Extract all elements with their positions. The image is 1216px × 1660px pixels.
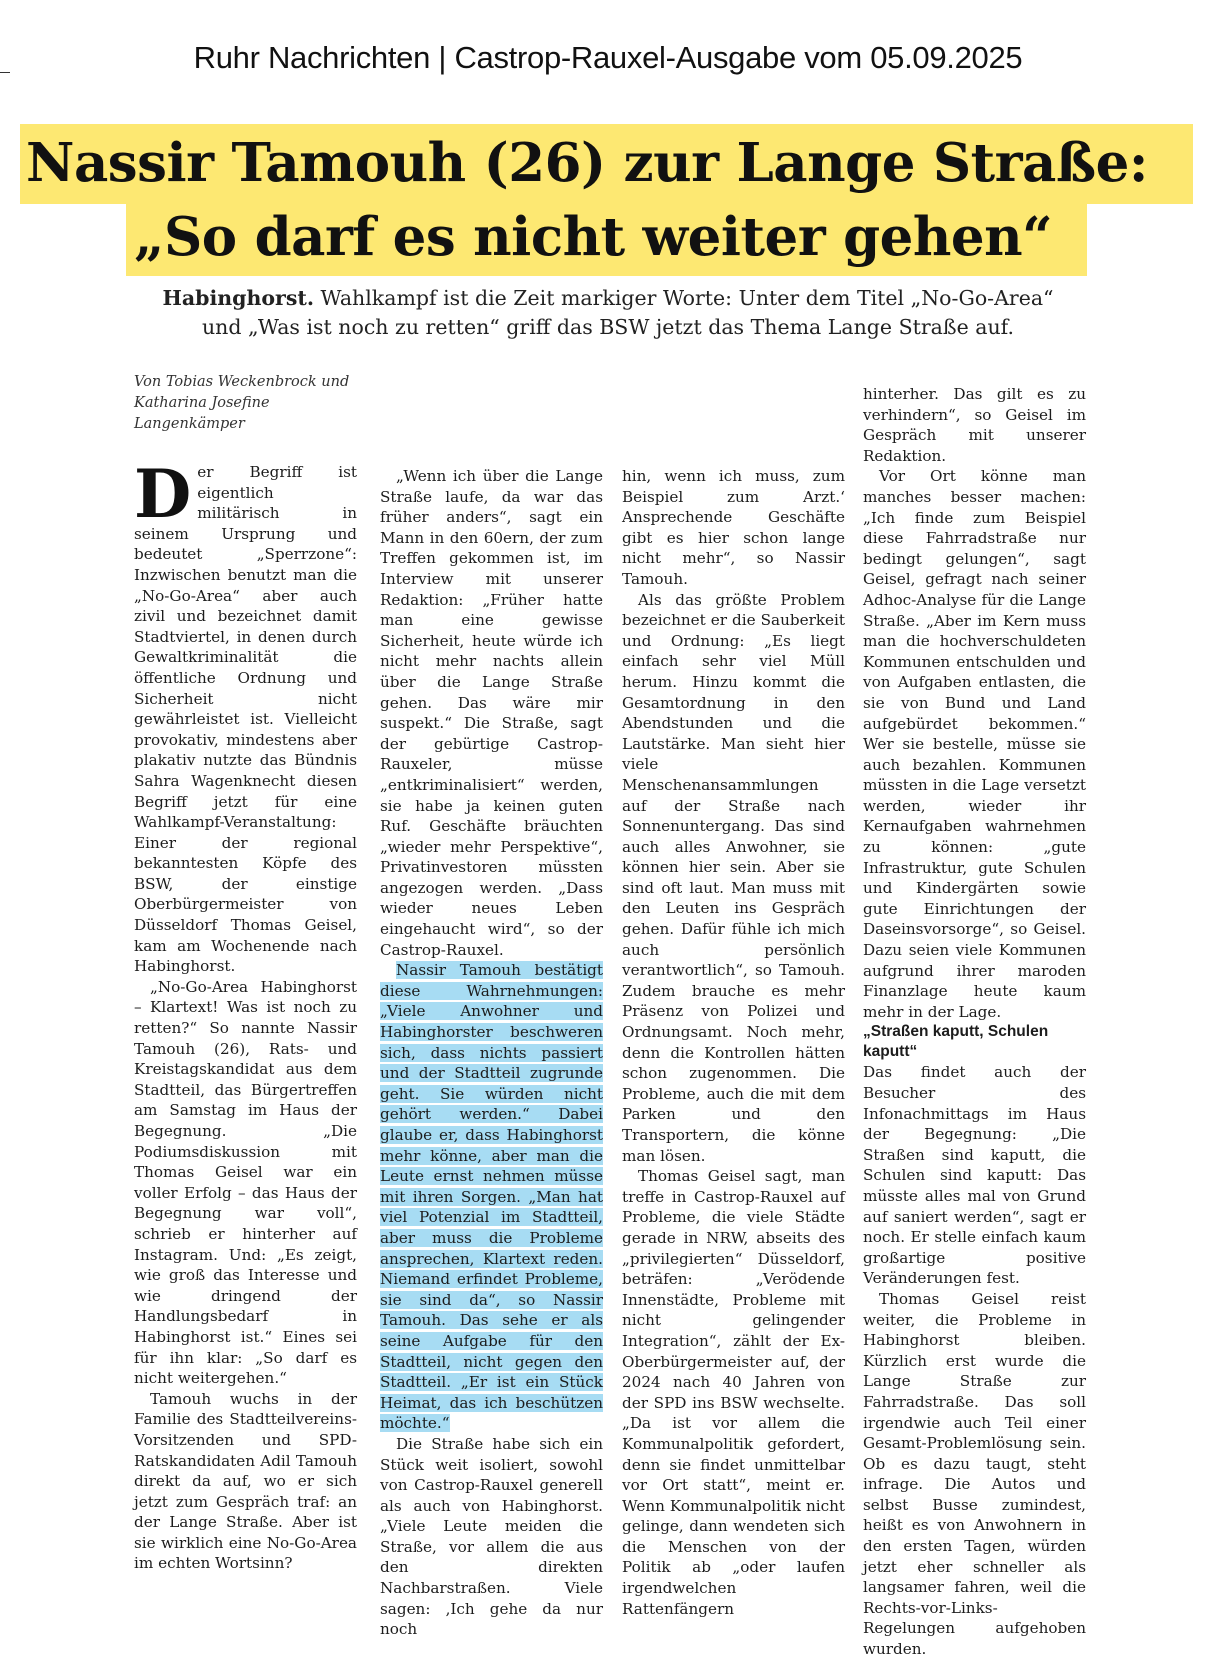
paragraph: Die Straße habe sich ein Stück weit isoliert, sowohl von Castrop-Rauxel generell als auch von Habinghorst. „Viele Leute meiden die Straße, vor allem die aus den direkten Nachbarstraßen. Viele sagen: ‚Ich gehe da nur noch xyxy=(380,1434,603,1639)
paragraph-text: er Begriff ist eigentlich militärisch in seinem Ursprung und bedeutet „Sperrzone“: Inzwischen benutzt man die „No-Go-Area“ aber auch zivil und bezeichnet damit Stadtviertel, in denen durch Gewaltkriminalität die öffentliche Ordnung und Sicherheit nicht gewährleistet ist. Vielleicht provokativ, mindestens aber plakativ nutzte das Bündnis Sahra Wagenknecht diesen Begriff jetzt für eine Wahlkampf-Veranstaltung: Einer der regional bekanntesten Köpfe des BSW, der einstige Oberbürgermeister von Düsseldorf Thomas Geisel, kam am Wochenende nach Habinghorst. xyxy=(134,463,357,976)
column-3 xyxy=(622,466,845,1619)
paragraph: Thomas Geisel sagt, man treffe in Castrop-Rauxel auf Probleme, die viele Städte gerade in NRW, abseits des „privilegierten“ Düsseldorf, beträfen: „Verödende Innenstädte, Probleme mit nicht gelingender Integration“, zählt der Ex-Oberbürgermeister auf, der 2024 nach 40 Jahren von der SPD ins BSW wechselte. „Da ist vor allem die Kommunalpolitik gefordert, denn sie findet unmittelbar vor Ort statt“, meint er. Wenn Kommunalpolitik nicht gelinge, dann wendeten sich die Menschen von der Politik ab „oder laufen irgendwelchen Rattenfängern xyxy=(622,1167,845,1618)
lede-dateline: Habinghorst. xyxy=(162,286,314,310)
drop-cap: D xyxy=(134,455,192,533)
column-1 xyxy=(134,455,357,1574)
paragraph: „No-Go-Area Habinghorst – Klartext! Was ist noch zu retten?“ So nannte Nassir Tamouh (26), Rats- und Kreistagskandidat aus dem Stadtteil, das Bürgertreffen am Samstag im Haus der Begegnung. „Die Podiumsdiskussion mit Thomas Geisel war ein voller Erfolg – das Haus der Begegnung war voll“, schrieb er hinterher auf Instagram. Und: „Es zeigt, wie groß das Interesse und wie dringend der Handlungsbedarf in Habinghorst ist.“ Eines sei für ihn klar: „So darf es nicht weitergehen.“ xyxy=(134,977,357,1388)
subheading: „Straßen kaputt, Schulen kaputt“ xyxy=(863,1023,1049,1061)
margin-tick xyxy=(0,72,10,73)
column-2 xyxy=(380,466,603,1640)
lede xyxy=(0,284,1216,342)
paragraph: Das findet auch der Besucher des Infonachmittags im Haus der Begegnung: „Die Straßen sind kaputt, die Schulen sind kaputt: Das müsste alles mal von Grund auf saniert werden“, sagt er noch. Er stelle einfach kaum großartige positive Veränderungen fest. xyxy=(863,1063,1086,1288)
paragraph: Als das größte Problem bezeichnet er die Sauberkeit und Ordnung: „Es liegt einfach sehr viel Müll herum. Hinzu kommt die Gesamtordnung in den Abendstunden und die Lautstärke. Man sieht hier viele Menschenansammlungen auf der Straße nach Sonnenuntergang. Das sind auch alles Anwohner, sie können hier sein. Aber sie sind oft laut. Man muss mit den Leuten ins Gespräch gehen. Dafür fühle ich mich auch persönlich verantwortlich“, so Tamouh. Zudem brauche es mehr Präsenz von Polizei und Ordnungsamt. Noch mehr, denn die Kontrollen hätten schon zugenommen. Die Probleme, auch die mit dem Parken und den Transportern, die könne man lösen. xyxy=(622,590,845,1165)
column-4 xyxy=(863,384,1086,1660)
source-line: Ruhr Nachrichten | Castrop-Rauxel-Ausgabe vom 05.09.2025 xyxy=(193,40,1023,75)
highlighted-paragraph xyxy=(380,960,603,1434)
paragraph: Vor Ort könne man manches besser machen: „Ich finde zum Beispiel diese Fahrradstraße nur bedingt gelungen“, sagt Geisel, gefragt nach seiner Adhoc-Analyse für die Lange Straße. „Aber im Kern muss man die hochverschuldeten Kommunen entschulden und von Aufgaben entlasten, die sie von Bund und Land aufgebürdet bekommen.“ Wer sie bestelle, müsse sie auch bezahlen. Kommunen müssten in die Lage versetzt werden, wieder ihr Kernaufgaben wahrnehmen zu können: „gute Infrastruktur, gute Schulen und Kindergärten sowie gute Einrichtungen der Daseinsvorsorge“, so Geisel. Dazu seien viele Kommunen aufgrund ihrer maroden Finanzlage heute kaum mehr in der Lage. xyxy=(863,467,1086,1021)
lede-line-1: Wahlkampf ist die Zeit markiger Worte: Unter dem Titel „No-Go-Area“ xyxy=(320,286,1054,310)
paragraph xyxy=(134,455,357,977)
headline-line-1: Nassir Tamouh (26) zur Lange Straße: xyxy=(26,132,1148,194)
byline: Von Tobias Weckenbrock und Katharina Josefine Langenkämper xyxy=(134,374,350,432)
paragraph: Tamouh wuchs in der Familie des Stadtteilvereins-Vorsitzenden und SPD-Ratskandidaten Adil Tamouh direkt da auf, wo er sich jetzt zum Gespräch traf: an der Lange Straße. Aber ist sie wirklich eine No-Go-Area im echten Wortsinn? xyxy=(134,1389,357,1573)
paragraph: hin, wenn ich muss, zum Beispiel zum Arzt.‘ Ansprechende Geschäfte gibt es hier schon lange nicht mehr“, so Nassir Tamouh. xyxy=(622,467,845,588)
headline-line-2: „So darf es nicht weiter gehen“ xyxy=(134,206,1053,268)
paragraph: „Wenn ich über die Lange Straße laufe, da war das früher anders“, sagt ein Mann in den 60ern, der zum Treffen gekommen ist, im Interview mit unserer Redaktion: „Früher hatte man eine gewisse Sicherheit, heute würde ich nicht mehr nachts allein über die Lange Straße gehen. Das wäre mir suspekt.“ Die Straße, sagt der gebürtige Castrop-Rauxeler, müsse „entkriminalisiert“ werden, sie habe ja keinen guten Ruf. Geschäfte bräuchten „wieder mehr Perspektive“, Privatinvestoren müssten angezogen werden. „Dass wieder neues Leben eingehaucht wird“, so der Castrop-Rauxel. xyxy=(380,467,603,959)
paragraph: hinterher. Das gilt es zu verhindern“, so Geisel im Gespräch mit unserer Redaktion. xyxy=(863,385,1086,465)
lede-line-2: und „Was ist noch zu retten“ griff das BSW jetzt das Thema Lange Straße auf. xyxy=(201,315,1015,339)
paragraph: Thomas Geisel reist weiter, die Probleme in Habinghorst bleiben. Kürzlich erst wurde die Lange Straße zur Fahrradstraße. Das soll irgendwie auch Teil einer Gesamt-Problemlösung sein. Ob es dazu taugt, steht infrage. Die Autos und selbst Busse zumindest, heißt es von Anwohnern in den ersten Tagen, würden jetzt eher schneller als langsamer fahren, weil die Rechts-vor-Links-Regelungen aufgehoben wurden. xyxy=(863,1289,1086,1659)
text-highlight: Nassir Tamouh bestätigt diese Wahrnehmungen: „Viele Anwohner und Habinghorster beschweren sich, dass nichts passiert und der Stadtteil zugrunde geht. Sie würden nicht gehört werden.“ Dabei glaube er, dass Habinghorst mehr könne, aber man die Leute ernst nehmen müsse mit ihren Sorgen. „Man hat viel Potenzial im Stadtteil, aber muss die Probleme ansprechen, Klartext reden. Niemand erfindet Probleme, sie sind da“, so Nassir Tamouh. Das sehe er als seine Aufgabe für den Stadtteil, nicht gegen den Stadtteil. „Er ist ein Stück Heimat, das ich beschützen möchte.“ xyxy=(380,961,603,1433)
